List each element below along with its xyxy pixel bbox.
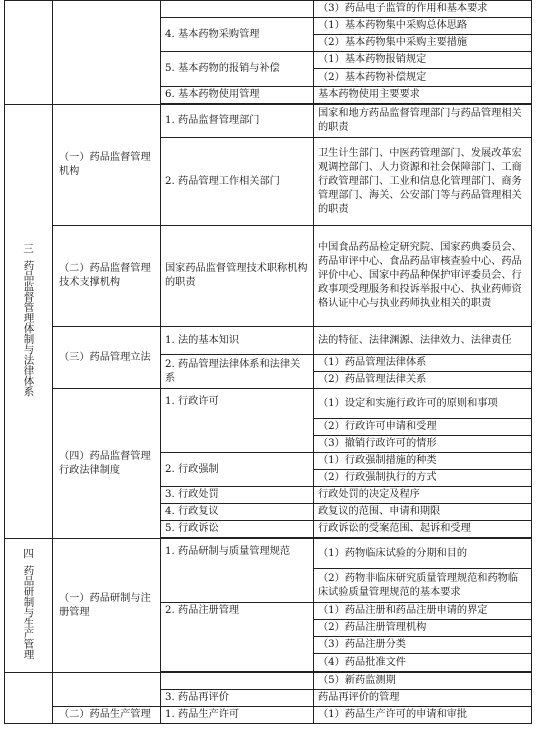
point-cell: （1）设定和实施行政许可的原则和事项: [314, 389, 532, 419]
point-cell: （3）撤销行政许可的情形: [314, 436, 532, 453]
section-4-cell: [5, 539, 53, 673]
point-cell: 药品再评价的管理: [314, 690, 532, 707]
item-cell: 2. 药品注册管理: [161, 603, 314, 672]
unit-cell-empty: [53, 673, 161, 707]
unit-cell: （二）药品生产管理: [53, 707, 161, 724]
unit-cell-prev: [53, 1, 161, 105]
section-cell-next: [5, 673, 53, 724]
item-cell: 1. 药品监督管理部门: [161, 105, 314, 138]
point-cell: （2）行政许可申请和受理: [314, 419, 532, 436]
section-number: 三: [23, 242, 34, 255]
point-cell: 基本药物使用主要要求: [314, 87, 532, 104]
point-cell: 卫生计生部门、中医药管理部门、发展改革宏观调控部门、人力资源和社会保障部门、工商行政管理部门、工业和信息化管理部门、商务管理部门、海关、公安部门等与药品管理相关的职责: [314, 138, 532, 226]
section-title: 药品监督管理体制与法律体系: [22, 259, 35, 397]
point-cell: （2）行政强制执行的方式: [314, 470, 532, 487]
point-cell: （1）药物临床试验的分期和目的: [314, 539, 532, 569]
point-cell: （5）新药监测期: [314, 673, 532, 690]
point-cell: （1）药品生产许可的申请和审批: [314, 707, 532, 724]
point-cell: 中国食品药品检定研究院、国家药典委员会、药品审评中心、食品药品审核查验中心、药品评价中心、国家中药品种保护审评委员会、行政事项受理服务和投诉举报中心、执业药师资格认证中心与执业药师执业相关的职责: [314, 226, 532, 327]
item-cell: 3. 行政处罚: [161, 487, 314, 504]
item-cell: 4. 基本药物采购管理: [161, 18, 314, 52]
point-cell: （2）基本药物补偿规定: [314, 69, 532, 87]
item-cell: 4. 行政复议: [161, 504, 314, 521]
point-cell: （1）基本药物报销规定: [314, 52, 532, 69]
section-title: 药品研制与生产管理: [22, 564, 35, 660]
unit-cell: （二）药品监督管理技术支撑机构: [53, 226, 161, 327]
point-cell: （1）行政强制措施的种类: [314, 453, 532, 470]
item-cell: 国家药品监督管理技术职称机构的职责: [161, 226, 314, 327]
point-cell: （1）药品注册和药品注册申请的界定: [314, 603, 532, 620]
unit-cell: （一）药品监督管理机构: [53, 105, 161, 226]
item-cell: 1. 法的基本知识: [161, 327, 314, 355]
section-cell-prev: [5, 1, 53, 105]
item-cell-empty: [161, 1, 314, 18]
item-cell: 3. 药品再评价: [161, 690, 314, 707]
section-3-cell: [5, 105, 53, 539]
point-cell: （4）药品批准文件: [314, 654, 532, 672]
item-cell: 2. 药品管理工作相关部门: [161, 138, 314, 226]
point-cell: （2）基本药物集中采购主要措施: [314, 35, 532, 52]
unit-cell: （四）药品监督管理行政法律制度: [53, 389, 161, 539]
point-cell: （3）药品注册分类: [314, 637, 532, 654]
point-cell: （1）基本药物集中采购总体思路: [314, 18, 532, 35]
item-cell: 5. 行政诉讼: [161, 521, 314, 538]
point-cell: （3）药品电子监管的作用和基本要求: [314, 1, 532, 18]
item-cell: 2. 行政强制: [161, 453, 314, 487]
point-cell: 法的特征、法律渊源、法律效力、法律责任: [314, 327, 532, 355]
point-cell: （2）药品管理法律关系: [314, 372, 532, 389]
unit-cell: （一）药品研制与注册管理: [53, 539, 161, 673]
point-cell: （2）药品注册管理机构: [314, 620, 532, 637]
section-number: 四: [23, 547, 34, 560]
item-cell: 2. 药品管理法律体系和法律关系: [161, 355, 314, 389]
item-cell: 1. 药品研制与质量管理规范: [161, 539, 314, 603]
item-cell: 1. 行政许可: [161, 389, 314, 453]
point-cell: （2）药物非临床研究质量管理规范和药物临床试验质量管理规范的基本要求: [314, 569, 532, 603]
item-cell: 1. 药品生产许可: [161, 707, 314, 724]
item-cell-empty: [161, 673, 314, 690]
item-cell: 5. 基本药物的报销与补偿: [161, 52, 314, 87]
point-cell: 行政处罚的决定及程序: [314, 487, 532, 504]
syllabus-table: [4, 0, 532, 724]
point-cell: 政复议的范围、申请和期限: [314, 504, 532, 521]
point-cell: （1）药品管理法律体系: [314, 355, 532, 372]
point-cell: 国家和地方药品监督管理部门与药品管理相关的职责: [314, 105, 532, 138]
item-cell: 6. 基本药物使用管理: [161, 87, 314, 104]
point-cell: 行政诉讼的受案范围、起诉和受理: [314, 521, 532, 538]
unit-cell: （三）药品管理立法: [53, 327, 161, 389]
